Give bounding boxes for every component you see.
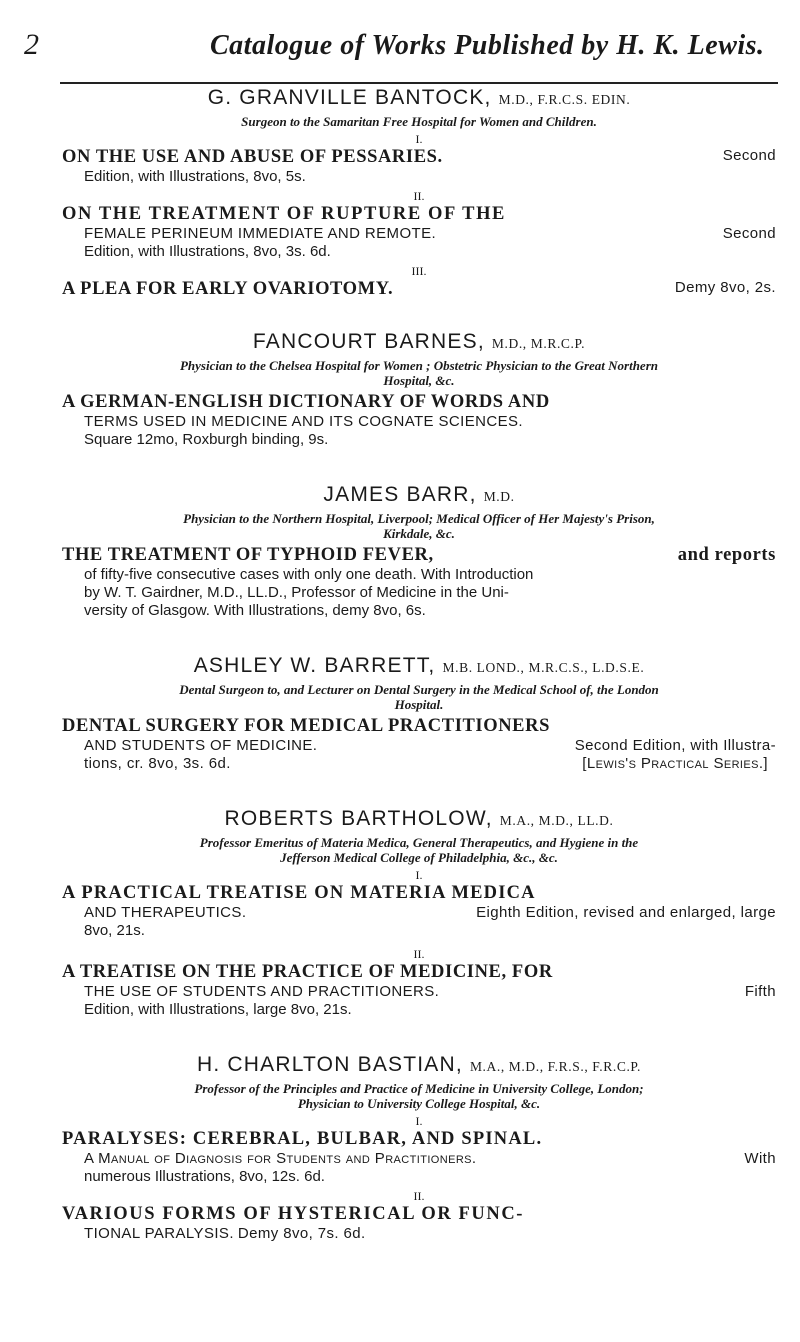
catalogue-entry-bantock xyxy=(62,86,776,300)
book-details: numerous Illustrations, 8vo, 12s. 6d. xyxy=(84,1168,325,1185)
book-title-tail: Second xyxy=(722,147,776,164)
author-credentials: M.B. LOND., M.R.C.S., L.D.S.E. xyxy=(442,660,645,675)
book-subtitle-tail: Second Edition, with Illustra- xyxy=(574,737,776,754)
author-name: JAMES BARR, M.D. xyxy=(323,483,515,506)
author-description: Professor Emeritus of Materia Medica, General Therapeutics, and Hygiene in the Jefferson Medical College of Philadelphia, &c., &c. xyxy=(199,835,639,865)
book-listing xyxy=(62,204,776,261)
author-description: Dental Surgeon to, and Lecturer on Dental Surgery in the Medical School of, the London Hospital. xyxy=(179,682,659,712)
book-title-tail: Demy 8vo, 2s. xyxy=(674,279,776,296)
author-credentials: M.D., F.R.C.S. EDIN. xyxy=(498,92,631,107)
book-listing xyxy=(62,716,776,773)
author-credentials: M.A., M.D., LL.D. xyxy=(499,813,614,828)
author-name: G. GRANVILLE BANTOCK, M.D., F.R.C.S. EDIN. xyxy=(207,86,631,109)
author-description: Physician to the Chelsea Hospital for Women ; Obstetric Physician to the Great Northern Hospital, &c. xyxy=(179,358,658,388)
book-details: Edition, with Illustrations, 8vo, 3s. 6d. xyxy=(84,243,331,260)
book-subtitle: TIONAL PARALYSIS. xyxy=(84,1225,234,1242)
catalogue-entry-barnes xyxy=(62,330,776,449)
book-title: A PRACTICAL TREATISE ON MATERIA MEDICA xyxy=(62,883,536,903)
book-subtitle: AND THERAPEUTICS. xyxy=(84,904,247,921)
author-description: Professor of the Principles and Practice of Medicine in University College, London; Physician to University College Hospital, &c. xyxy=(194,1081,644,1111)
book-details: Square 12mo, Roxburgh binding, 9s. xyxy=(84,431,329,448)
book-title: THE TREATMENT OF TYPHOID FEVER, xyxy=(62,545,434,565)
book-details: versity of Glasgow. With Illustrations, demy 8vo, 6s. xyxy=(84,602,426,619)
book-subtitle: THE USE OF STUDENTS AND PRACTITIONERS. xyxy=(84,983,440,1000)
author-name: ASHLEY W. BARRETT, M.B. LOND., M.R.C.S., L.D.S.E. xyxy=(193,654,645,677)
book-subtitle: FEMALE PERINEUM IMMEDIATE AND REMOTE. xyxy=(84,225,437,242)
book-title: PARALYSES: CEREBRAL, BULBAR, AND SPINAL. xyxy=(62,1129,543,1149)
book-subtitle-tail: Demy 8vo, 7s. 6d. xyxy=(237,1225,366,1242)
book-numeral: II. xyxy=(413,189,425,203)
book-listing xyxy=(62,883,776,940)
book-listing xyxy=(62,962,776,1019)
book-title: ON THE TREATMENT OF RUPTURE OF THE xyxy=(62,204,506,224)
book-title: A GERMAN-ENGLISH DICTIONARY OF WORDS AND xyxy=(62,392,550,412)
book-title: A TREATISE ON THE PRACTICE OF MEDICINE, FOR xyxy=(62,962,553,982)
author-name: ROBERTS BARTHOLOW, M.A., M.D., LL.D. xyxy=(224,807,614,830)
catalogue-entry-bastian xyxy=(62,1053,776,1243)
book-listing xyxy=(62,392,776,449)
book-listing xyxy=(62,279,776,300)
book-details: 8vo, 21s. xyxy=(84,922,145,939)
book-title-tail: and reports xyxy=(677,545,776,565)
book-subtitle-tail: Eighth Edition, revised and enlarged, large xyxy=(476,904,776,921)
author-credentials: M.D., M.R.C.P. xyxy=(491,336,586,351)
author-credentials: M.A., M.D., F.R.S., F.R.C.P. xyxy=(469,1059,642,1074)
catalogue-entry-barr xyxy=(62,483,776,620)
page-header xyxy=(0,28,800,78)
book-details: by W. T. Gairdner, M.D., LL.D., Professor of Medicine in the Uni- xyxy=(84,584,509,601)
catalogue-entry-barrett xyxy=(62,654,776,773)
book-subtitle: A Manual of Diagnosis for Students and Practitioners. xyxy=(84,1150,477,1167)
book-listing xyxy=(62,147,776,186)
book-details: Edition, with Illustrations, large 8vo, 21s. xyxy=(84,1001,352,1018)
author-credentials: M.D. xyxy=(483,489,515,504)
book-numeral: II. xyxy=(413,947,425,961)
author-description: Surgeon to the Samaritan Free Hospital for Women and Children. xyxy=(241,114,597,129)
book-listing xyxy=(62,545,776,620)
book-details: Edition, with Illustrations, 8vo, 5s. xyxy=(84,168,306,185)
header-rule xyxy=(60,82,778,84)
series-label: [Lewis's Practical Series.] xyxy=(582,755,768,772)
page-number: 2 xyxy=(24,28,39,61)
book-title: DENTAL SURGERY FOR MEDICAL PRACTITIONERS xyxy=(62,716,550,736)
catalogue-content xyxy=(62,86,776,1243)
book-details: of fifty-five consecutive cases with only one death. With Introduction xyxy=(84,566,534,583)
book-title: ON THE USE AND ABUSE OF PESSARIES. xyxy=(62,147,443,167)
book-listing xyxy=(62,1204,776,1243)
book-numeral: II. xyxy=(413,1189,425,1203)
book-subtitle: AND STUDENTS OF MEDICINE. xyxy=(84,737,318,754)
running-title: Catalogue of Works Published by H. K. Lewis. xyxy=(210,30,765,61)
book-numeral: I. xyxy=(415,1114,423,1128)
book-listing xyxy=(62,1129,776,1186)
book-subtitle-tail: Fifth xyxy=(744,983,776,1000)
book-subtitle: TERMS USED IN MEDICINE AND ITS COGNATE SCIENCES. xyxy=(84,413,523,430)
book-numeral: I. xyxy=(415,868,423,882)
author-name: FANCOURT BARNES, M.D., M.R.C.P. xyxy=(252,330,586,353)
catalogue-entry-bartholow xyxy=(62,807,776,1019)
book-subtitle-tail: With xyxy=(744,1150,776,1167)
book-title: VARIOUS FORMS OF HYSTERICAL OR FUNC- xyxy=(62,1204,525,1224)
author-name: H. CHARLTON BASTIAN, M.A., M.D., F.R.S., F.R.C.P. xyxy=(196,1053,642,1076)
book-subtitle-tail: Second xyxy=(722,225,776,242)
book-numeral: III. xyxy=(411,264,427,278)
book-title: A PLEA FOR EARLY OVARIOTOMY. xyxy=(62,279,394,299)
book-details: tions, cr. 8vo, 3s. 6d. xyxy=(84,755,231,772)
book-numeral: I. xyxy=(415,132,423,146)
author-description: Physician to the Northern Hospital, Liverpool; Medical Officer of Her Majesty's Prison, Kirkdale, &c. xyxy=(183,511,655,541)
